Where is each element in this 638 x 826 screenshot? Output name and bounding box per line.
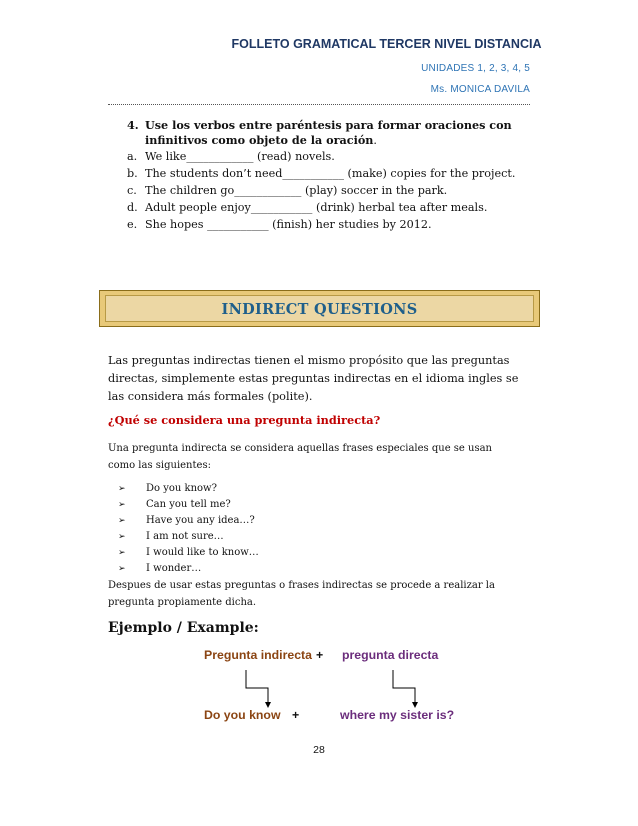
diagram-example-indirect: Do you know xyxy=(204,708,281,722)
arrow-bullet-icon: ➢ xyxy=(118,548,126,558)
after-note-line-1: Despues de usar estas preguntas o frases indirectas se procede a realizar la xyxy=(108,580,495,591)
exercise-item-text: The students don’t need___________ (make) copies for the project. xyxy=(145,167,516,180)
definition-line-1: Una pregunta indirecta se considera aquellas frases especiales que se usan xyxy=(108,443,492,454)
exercise-item-label: c. xyxy=(127,184,137,197)
list-item: I wonder… xyxy=(146,563,202,574)
arrow-bullet-icon: ➢ xyxy=(118,532,126,542)
list-item: Have you any idea…? xyxy=(146,515,255,526)
diagram-indirect-label: Pregunta indirecta xyxy=(204,648,312,662)
exercise-item-label: a. xyxy=(127,150,138,163)
exercise-item-text: We like____________ (read) novels. xyxy=(145,150,335,163)
arrow-bullet-icon: ➢ xyxy=(118,500,126,510)
units-subtitle: UNIDADES 1, 2, 3, 4, 5 xyxy=(421,63,530,74)
page-number: 28 xyxy=(313,744,325,756)
diagram-example-direct: where my sister is? xyxy=(340,708,455,722)
exercise-item-text: She hopes ___________ (finish) her studies by 2012. xyxy=(145,218,432,231)
list-item: Can you tell me? xyxy=(146,499,231,510)
exercise-instruction-line1: Use los verbos entre paréntesis para formar oraciones con xyxy=(145,118,512,132)
right-connector-arrow xyxy=(393,670,415,704)
exercise-item-text: The children go____________ (play) soccer in the park. xyxy=(145,184,448,197)
after-note-line-2: pregunta propiamente dicha. xyxy=(108,597,257,608)
definition-line-2: como las siguientes: xyxy=(108,460,211,471)
diagram-top-plus: + xyxy=(316,648,324,662)
intro-line-2: directas, simplemente estas preguntas indirectas en el idioma ingles se xyxy=(108,372,519,385)
diagram-bottom-plus: + xyxy=(292,708,300,722)
exercise-item-text: Adult people enjoy___________ (drink) herbal tea after meals. xyxy=(145,201,488,214)
arrow-bullet-icon: ➢ xyxy=(118,484,126,494)
list-item: I am not sure… xyxy=(146,531,224,542)
arrow-bullet-icon: ➢ xyxy=(118,564,126,574)
intro-line-3: las considera más formales (polite). xyxy=(108,390,313,403)
document-title: FOLLETO GRAMATICAL TERCER NIVEL DISTANCIA xyxy=(231,37,542,51)
exercise-instruction-period: . xyxy=(373,134,377,147)
exercise-item-label: d. xyxy=(127,201,138,214)
list-item: I would like to know… xyxy=(146,547,259,558)
exercise-item-label: e. xyxy=(127,218,138,231)
exercise-instruction-line2: infinitivos como objeto de la oración xyxy=(145,133,374,147)
list-item: Do you know? xyxy=(146,483,217,494)
teacher-name: Ms. MONICA DAVILA xyxy=(430,84,530,95)
diagram-direct-label: pregunta directa xyxy=(342,648,439,662)
left-connector-arrow xyxy=(246,670,268,704)
question-heading: ¿Qué se considera una pregunta indirecta? xyxy=(108,413,381,427)
arrow-bullet-icon: ➢ xyxy=(118,516,126,526)
intro-line-1: Las preguntas indirectas tienen el mismo propósito que las preguntas xyxy=(108,354,510,367)
exercise-number: 4. xyxy=(127,118,139,132)
example-heading: Ejemplo / Example: xyxy=(108,620,259,636)
section-banner-title: INDIRECT QUESTIONS xyxy=(221,301,418,318)
exercise-item-label: b. xyxy=(127,167,138,180)
